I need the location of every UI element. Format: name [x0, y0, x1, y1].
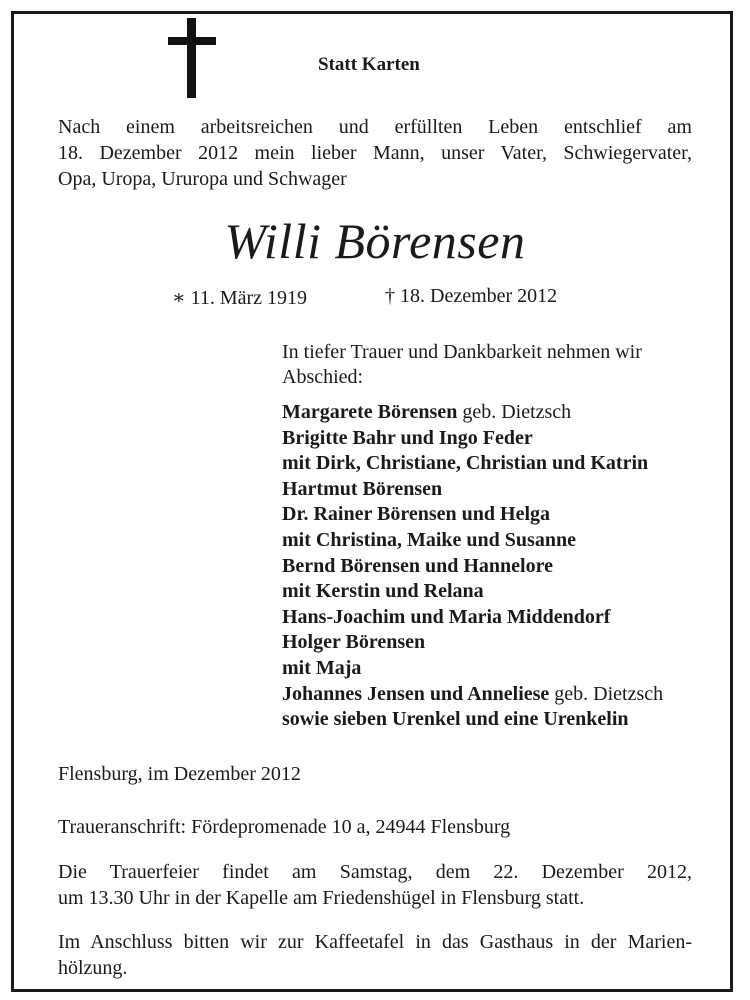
statt-karten-heading: Statt Karten — [318, 54, 420, 75]
family-member-row — [282, 502, 722, 528]
family-member-name: Brigitte Bahr und Ingo Feder — [282, 426, 533, 449]
family-member-maiden-name: geb. Dietzsch — [549, 682, 664, 705]
reception-line: hölzung. — [58, 957, 128, 979]
intro-line: Opa, Uropa, Ururopa und Schwager — [58, 168, 347, 190]
family-member-maiden-name: geb. Dietzsch — [457, 401, 572, 423]
family-member-row — [282, 656, 722, 682]
family-member-name: sowie sieben Urenkel und eine Urenkelin — [282, 708, 629, 731]
family-member-row — [282, 477, 722, 503]
place-date: Flensburg, im Dezember 2012 — [58, 763, 301, 785]
family-member-name: Hartmut Börensen — [282, 477, 443, 500]
intro-line: 18. Dezember 2012 mein lieber Mann, unser Vater, Schwiegervater, — [58, 142, 692, 164]
family-member-name: mit Dirk, Christiane, Christian und Katrin — [282, 452, 649, 475]
intro-line: Nach einem arbeitsreichen und erfüllten Leben entschlief am — [58, 116, 692, 138]
family-member-row — [282, 579, 722, 605]
mourning-address: Traueranschrift: Fördepromenade 10 a, 24944 Flensburg — [58, 816, 511, 838]
family-member-row — [282, 400, 722, 426]
family-member-name: mit Kerstin und Relana — [282, 580, 484, 603]
family-list — [282, 400, 722, 733]
family-member-row — [282, 451, 722, 477]
funeral-info — [58, 859, 692, 911]
reception-line: Im Anschluss bitten wir zur Kaffeetafel in das Gasthaus in der Marien- — [58, 931, 692, 953]
family-member-name: Hans-Joachim und Maria Middendorf — [282, 605, 611, 628]
family-member-row — [282, 528, 722, 554]
cross-icon — [168, 18, 216, 98]
family-member-name: mit Christina, Maike und Susanne — [282, 528, 576, 551]
family-member-row — [282, 682, 722, 708]
family-member-row — [282, 707, 722, 733]
family-member-name: Johannes Jensen und Anneliese — [282, 682, 550, 705]
family-member-name: Margarete Börensen — [282, 401, 458, 423]
funeral-line: Die Trauerfeier findet am Samstag, dem 22. Dezember 2012, — [58, 861, 692, 883]
family-member-name: Dr. Rainer Börensen und Helga — [282, 503, 550, 526]
family-member-row — [282, 554, 722, 580]
family-member-name: mit Maja — [282, 656, 362, 679]
death-date: † 18. Dezember 2012 — [385, 285, 558, 307]
mourning-line: In tiefer Trauer und Dankbarkeit nehmen wir — [282, 341, 642, 363]
family-member-row — [282, 426, 722, 452]
family-member-row — [282, 630, 722, 656]
family-member-row — [282, 605, 722, 631]
deceased-name: Willi Börensen — [224, 213, 526, 269]
reception-info — [58, 929, 692, 981]
funeral-line: um 13.30 Uhr in der Kapelle am Friedenshügel in Flensburg statt. — [58, 887, 585, 909]
birth-date: ∗ 11. März 1919 — [172, 287, 308, 309]
family-member-name: Bernd Börensen und Hannelore — [282, 554, 553, 577]
family-member-name: Holger Börensen — [282, 631, 426, 654]
intro-paragraph — [58, 114, 692, 192]
mourning-text — [282, 340, 712, 390]
mourning-line: Abschied: — [282, 366, 364, 388]
